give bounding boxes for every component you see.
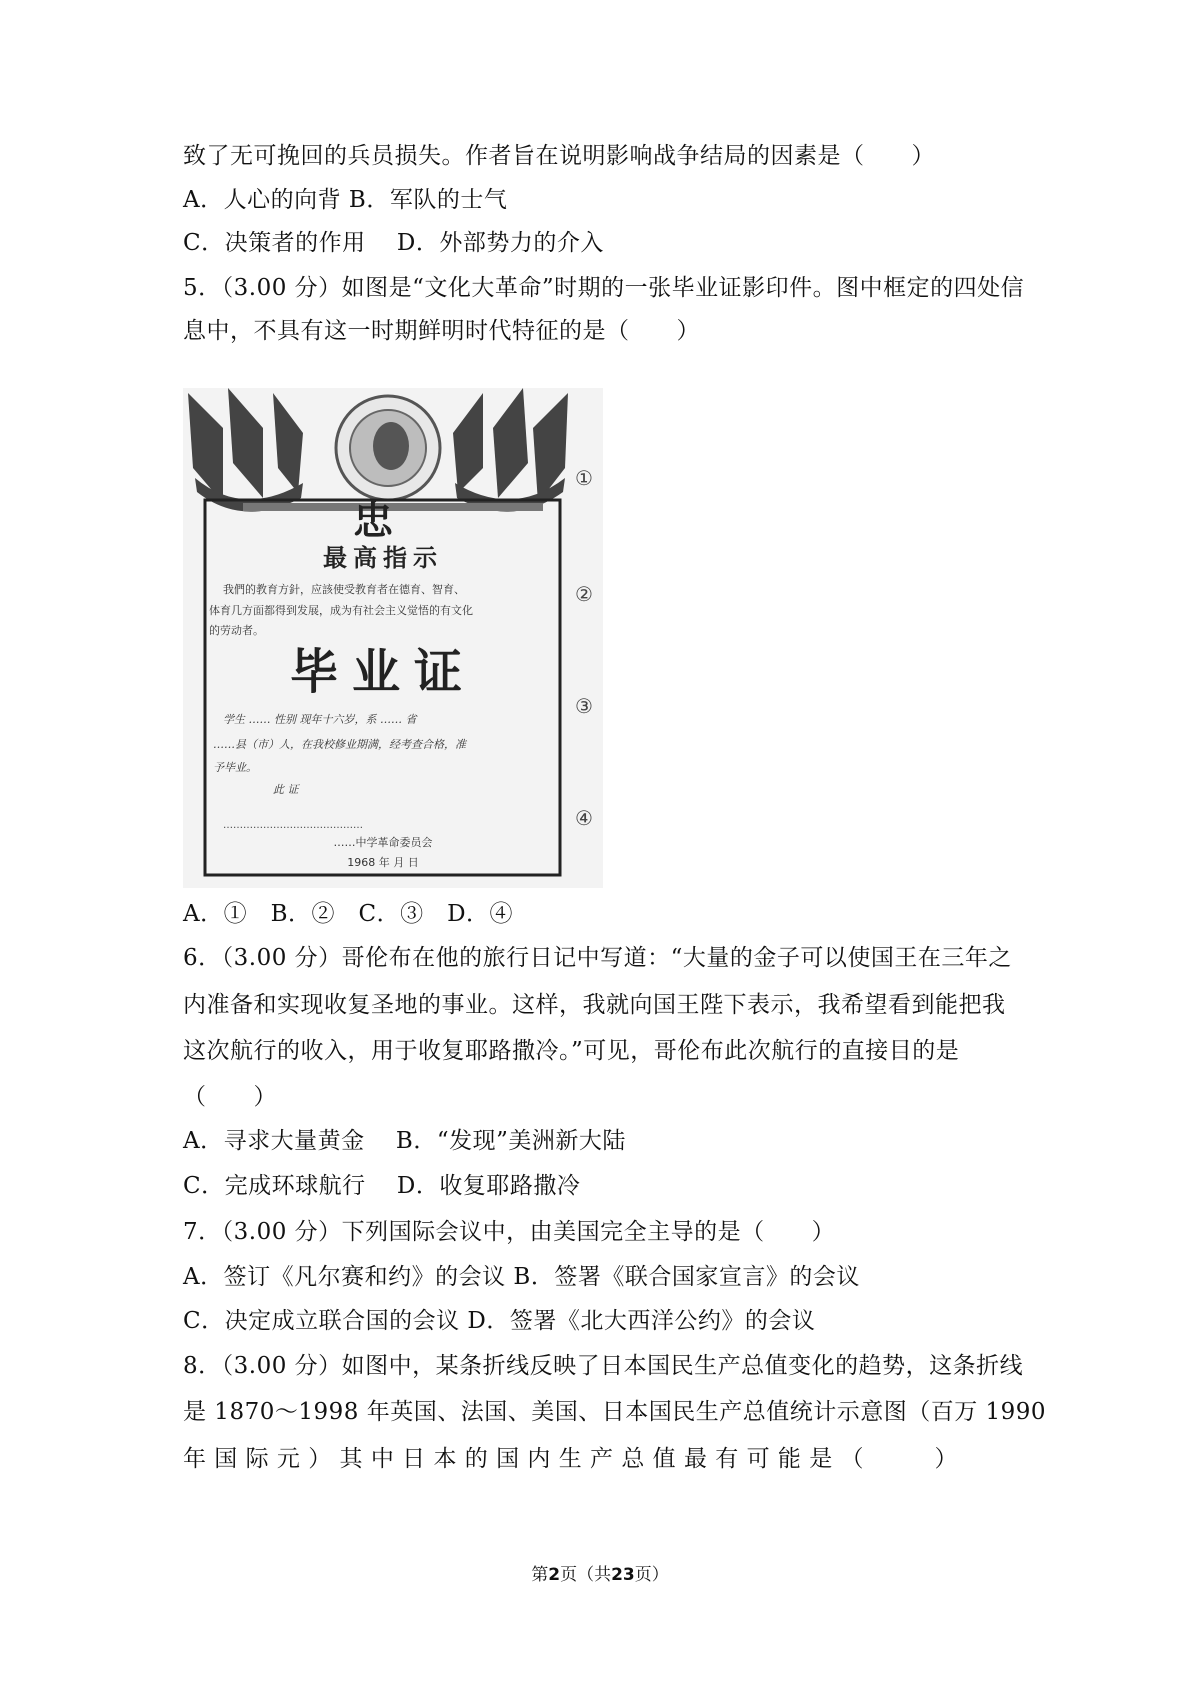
seal-line-1: ……………………………………: [223, 820, 363, 831]
footer-post: 页）: [634, 1565, 669, 1585]
char-zhong: 忠: [353, 498, 393, 544]
q6-stem-2: 内准备和实现收复圣地的事业。这样，我就向国王陛下表示，我希望看到能把我: [183, 992, 1006, 1018]
marker-3: ③: [575, 694, 593, 718]
q6-options-cd: C．完成环球航行 D．收复耶路撒冷: [183, 1173, 581, 1199]
cert-title: 毕业证: [289, 644, 477, 700]
footer-pre: 第: [531, 1565, 549, 1585]
supreme-instruction-title: 最高指示: [323, 544, 443, 572]
marker-4: ④: [575, 806, 593, 830]
q7-options-ab: A．签订《凡尔赛和约》的会议 B．签署《联合国家宣言》的会议: [183, 1264, 860, 1290]
cert-date: 1968 年 月 日: [347, 856, 419, 869]
handwriting-3: 予毕业。: [213, 761, 257, 774]
footer-mid: 页（共: [560, 1565, 612, 1585]
q4-options-ab: A．人心的向背 B．军队的士气: [183, 187, 508, 213]
handwriting-2: ……县（市）人，在我校修业期满，经考查合格，准: [213, 738, 466, 751]
q8-stem-2: 是 1870～1998 年英国、法国、美国、日本国民生产总值统计示意图（百万 1990: [183, 1399, 1047, 1425]
quote-line-1: 我們的教育方針，应該使受教育者在德育、智育、: [223, 583, 465, 596]
q5-stem-2: 息中，不具有这一时期鲜明时代特征的是（ ）: [183, 318, 700, 344]
q6-stem-3: 这次航行的收入，用于收复耶路撒冷。”可见，哥伦布此次航行的直接目的是: [183, 1038, 960, 1064]
quote-line-2: 体育几方面都得到发展，成为有社会主义觉悟的有文化: [209, 604, 473, 617]
handwriting-1: 学生 …… 性别 现年十六岁，系 …… 省: [223, 713, 417, 726]
q8-stem-1: 8．（3.00 分）如图中，某条折线反映了日本国民生产总值变化的趋势，这条折线: [183, 1353, 1024, 1379]
q4-options-cd: C．决策者的作用 D．外部势力的介入: [183, 230, 604, 256]
q6-stem-4: （ ）: [183, 1084, 277, 1110]
q5-stem-1: 5．（3.00 分）如图是“文化大革命”时期的一张毕业证影印件。图中框定的四处信: [183, 275, 1025, 301]
q7-stem: 7．（3.00 分）下列国际会议中，由美国完全主导的是（ ）: [183, 1219, 836, 1245]
q8-stem-3: 年 国 际 元 ） 其 中 日 本 的 国 内 生 产 总 值 最 有 可 能 是 （ ）: [183, 1446, 959, 1472]
q6-stem-1: 6．（3.00 分）哥伦布在他的旅行日记中写道：“大量的金子可以使国王在三年之: [183, 945, 1012, 971]
quote-line-3: 的劳动者。: [209, 624, 264, 637]
graduation-certificate-figure: [183, 388, 603, 888]
q5-options: A．① B．② C．③ D．④: [183, 901, 514, 927]
seal-line-2: ……中学革命委员会: [333, 836, 433, 849]
footer-page-number: 2: [548, 1565, 561, 1585]
q7-options-cd: C．决定成立联合国的会议 D．签署《北大西洋公约》的会议: [183, 1308, 816, 1334]
footer-total-pages: 23: [611, 1565, 635, 1585]
q4-stem-end: 致了无可挽回的兵员损失。作者旨在说明影响战争结局的因素是（ ）: [183, 143, 935, 169]
handwriting-4: 此 证: [273, 783, 299, 796]
marker-1: ①: [575, 466, 593, 490]
certificate-image: [183, 388, 603, 888]
page-footer: [0, 1560, 1200, 1585]
q6-options-ab: A．寻求大量黄金 B．“发现”美洲新大陆: [183, 1128, 626, 1154]
marker-2: ②: [575, 582, 593, 606]
